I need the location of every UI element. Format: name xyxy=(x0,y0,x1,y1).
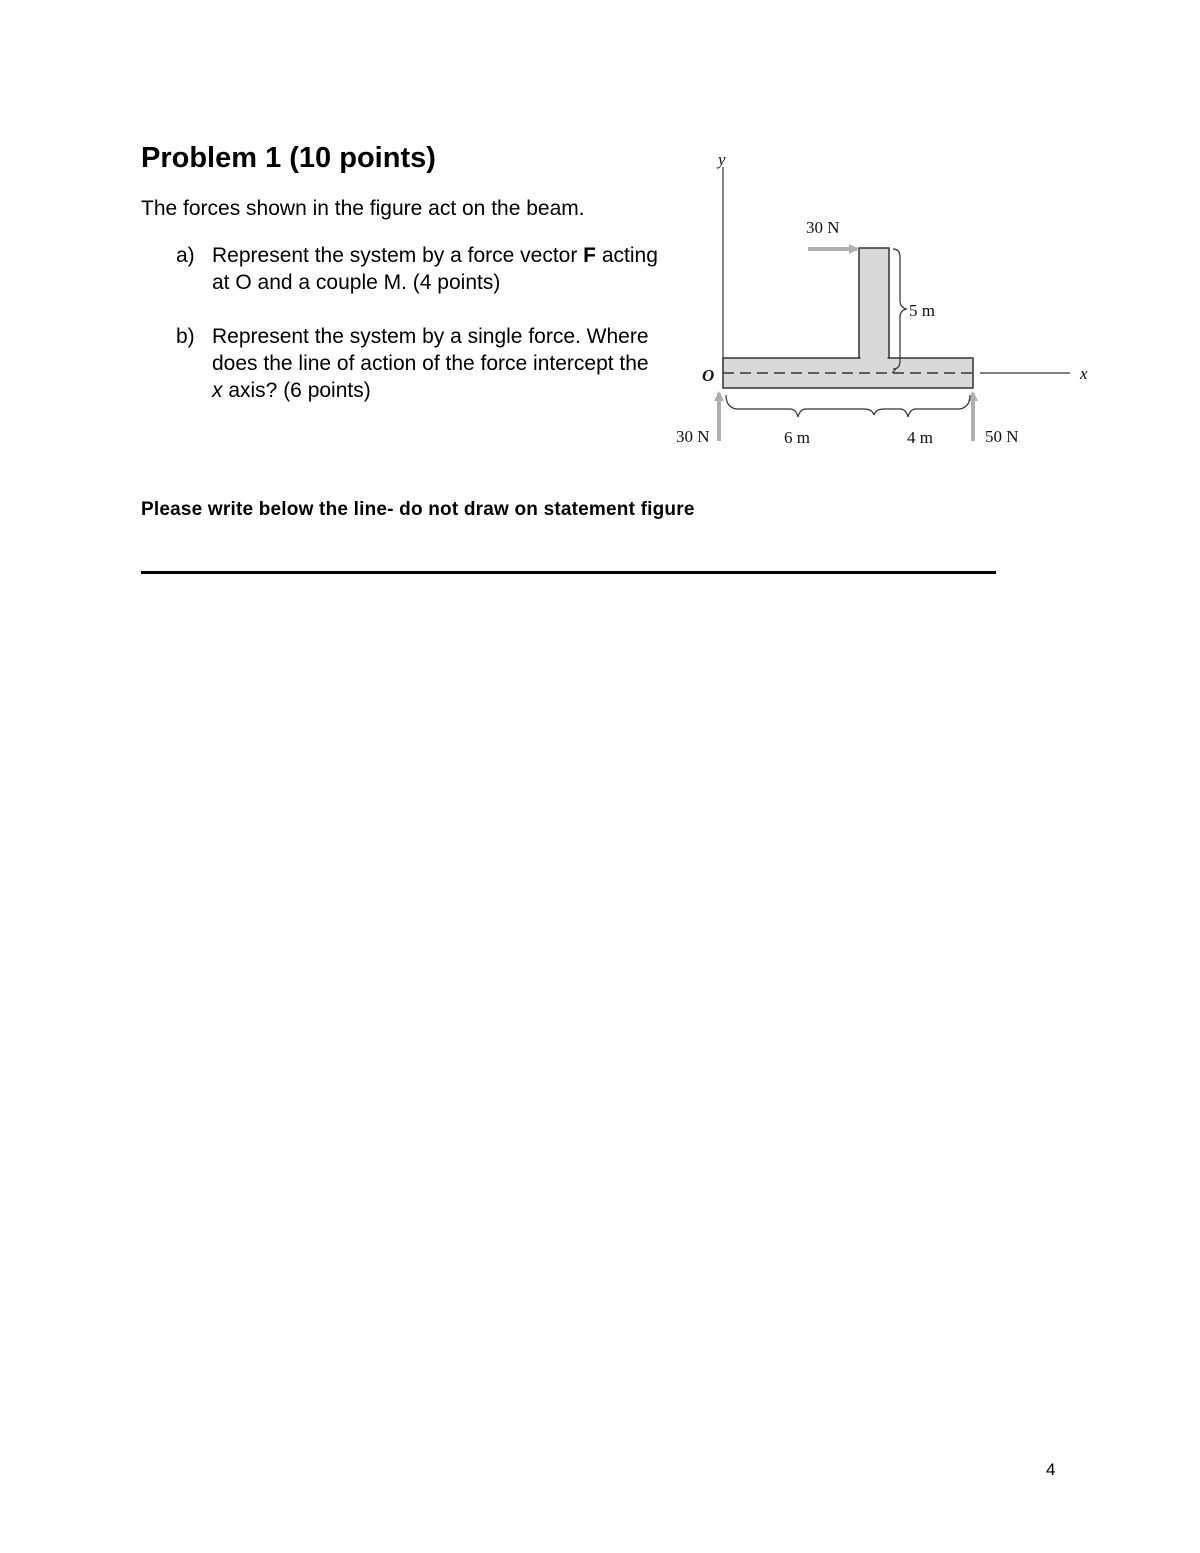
origin-label: O xyxy=(702,366,715,385)
question-b-label: b) xyxy=(176,325,195,348)
question-a-label: a) xyxy=(176,244,195,267)
problem-intro: The forces shown in the figure act on the beam. xyxy=(141,197,585,220)
right-force-label: 50 N xyxy=(985,427,1019,446)
right-span-label: 4 m xyxy=(907,428,933,447)
instruction-text: Please write below the line- do not draw on statement figure xyxy=(141,499,695,520)
page-number: 4 xyxy=(1046,1460,1056,1479)
question-a-text xyxy=(212,242,662,296)
right-span-brace xyxy=(874,395,970,417)
height-brace xyxy=(893,249,906,369)
question-b-italic: x xyxy=(212,379,223,402)
question-a xyxy=(176,242,662,296)
question-a-bold: F xyxy=(583,244,596,267)
question-a-text-part: Represent the system by a force vector xyxy=(212,244,584,267)
beam-joint-cover xyxy=(861,355,888,361)
beam-figure xyxy=(660,145,1110,465)
height-dimension-label: 5 m xyxy=(909,301,935,320)
question-b xyxy=(176,323,662,404)
question-b-text-part: Represent the system by a single force. Where does the line of action of the force intercept the xyxy=(212,325,649,375)
x-axis-label: x xyxy=(1080,364,1088,383)
problem-title: Problem 1 (10 points) xyxy=(141,142,436,174)
answer-divider-line xyxy=(141,571,996,574)
left-span-label: 6 m xyxy=(784,428,810,447)
top-force-label: 30 N xyxy=(806,218,840,237)
question-b-text-part: axis? (6 points) xyxy=(222,379,371,402)
question-b-text xyxy=(212,323,662,404)
y-axis-label: y xyxy=(718,150,726,169)
question-a-text-part: acting at O and a couple M. (4 points) xyxy=(212,244,658,294)
left-force-label: 30 N xyxy=(676,427,710,446)
left-span-brace xyxy=(726,395,874,417)
beam-post xyxy=(859,248,889,360)
